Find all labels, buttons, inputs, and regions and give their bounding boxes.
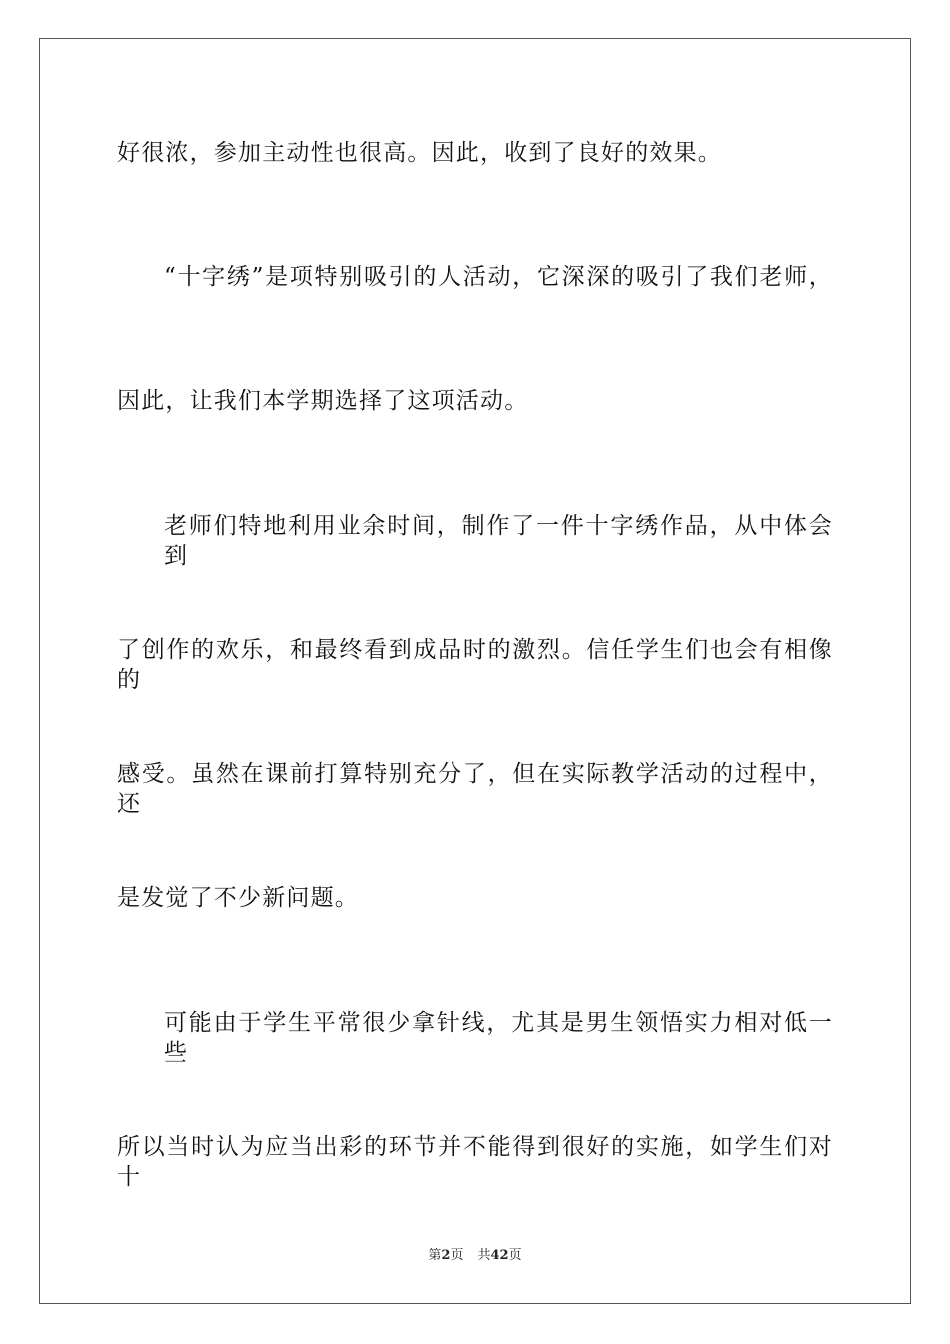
page-border	[39, 38, 911, 1304]
text-line-7: 是发觉了不少新问题。	[117, 885, 359, 911]
footer-total-suffix: 页	[508, 1248, 522, 1263]
text-line-5: 了创作的欢乐，和最终看到成品时的激烈。信任学生们也会有相像的	[117, 637, 833, 693]
text-line-4: 老师们特地利用业余时间，制作了一件十字绣作品，从中体会到	[164, 513, 833, 569]
footer-page-prefix: 第	[428, 1248, 442, 1263]
page-footer	[0, 1247, 950, 1265]
footer-total-prefix: 共	[477, 1248, 491, 1263]
text-line-9: 所以当时认为应当出彩的环节并不能得到很好的实施，如学生们对十	[117, 1134, 833, 1190]
footer-total-number: 42	[490, 1248, 509, 1263]
footer-page-number: 2	[441, 1248, 451, 1263]
text-line-3: 因此，让我们本学期选择了这项活动。	[117, 388, 529, 414]
footer-page-suffix: 页	[450, 1248, 464, 1263]
text-line-6: 感受。虽然在课前打算特别充分了，但在实际教学活动的过程中，还	[117, 761, 833, 817]
text-line-1: 好很浓，参加主动性也很高。因此，收到了良好的效果。	[117, 140, 722, 166]
text-line-2: “十字绣”是项特别吸引的人活动，它深深的吸引了我们老师，	[164, 264, 833, 290]
text-line-8: 可能由于学生平常很少拿针线，尤其是男生领悟实力相对低一些	[164, 1010, 833, 1066]
